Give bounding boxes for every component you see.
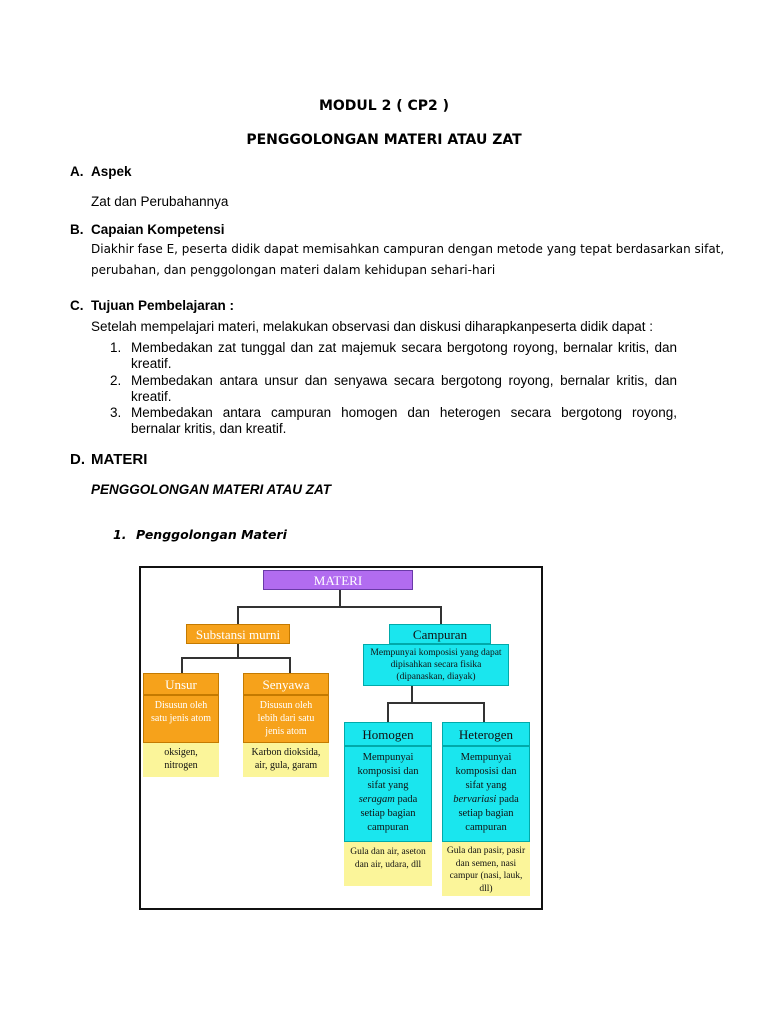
homogen-examples: Gula dan air, aseton dan air, udara, dll	[344, 842, 432, 886]
section-c-heading: Tujuan Pembelajaran :	[91, 298, 235, 313]
connector-line	[411, 686, 413, 702]
homogen-desc-start: Mempunyai komposisi dan sifat yang	[357, 752, 419, 791]
subsection-number: 1.	[113, 527, 127, 542]
senyawa-box: Senyawa	[243, 673, 329, 695]
connector-line	[181, 657, 291, 659]
connector-line	[237, 643, 239, 657]
objective-text: Membedakan antara unsur dan senyawa secara bergotong royong, bernalar kritis, dan kreatif.	[131, 373, 677, 404]
unsur-description: Disusun oleh satu jenis atom	[143, 695, 219, 743]
unsur-examples: oksigen, nitrogen	[143, 743, 219, 777]
heterogen-examples: Gula dan pasir, pasir dan semen, nasi campur (nasi, lauk, dll)	[442, 842, 530, 896]
section-b-label: B.	[70, 222, 84, 237]
section-d-subheading: PENGGOLONGAN MATERI ATAU ZAT	[91, 482, 331, 497]
connector-line	[387, 702, 389, 722]
connector-line	[387, 702, 485, 704]
section-d-label: D.	[70, 451, 85, 468]
section-b-line1: Diakhir fase E, peserta didik dapat memisahkan campuran dengan metode yang tepat berdasarkan sifat,	[91, 242, 725, 256]
materi-classification-diagram	[139, 566, 543, 910]
homogen-desc-end: pada setiap bagian campuran	[360, 794, 418, 833]
objective-text: Membedakan zat tunggal dan zat majemuk secara bergotong royong, bernalar kritis, dan kreatif.	[131, 340, 677, 371]
module-subtitle: PENGGOLONGAN MATERI ATAU ZAT	[246, 132, 522, 148]
objective-text: Membedakan antara campuran homogen dan heterogen secara bergotong royong, bernalar kritis, dan kreatif.	[131, 405, 677, 436]
objective-number: 2.	[110, 373, 122, 388]
subsection-title: Penggolongan Materi	[136, 527, 287, 542]
connector-line	[483, 702, 485, 722]
connector-line	[237, 606, 442, 608]
homogen-desc-emphasis: seragam	[358, 794, 395, 805]
objective-number: 3.	[110, 405, 122, 420]
materi-box: MATERI	[263, 570, 413, 590]
section-c-label: C.	[70, 298, 84, 313]
substansi-murni-box: Substansi murni	[186, 624, 290, 644]
unsur-box: Unsur	[143, 673, 219, 695]
heterogen-desc-end: pada setiap bagian campuran	[458, 794, 519, 833]
senyawa-examples: Karbon dioksida, air, gula, garam	[243, 743, 329, 777]
heterogen-desc-emphasis: bervariasi	[453, 794, 497, 805]
campuran-description: Mempunyai komposisi yang dapat dipisahkan secara fisika (dipanaskan, diayak)	[363, 644, 509, 686]
heterogen-desc-start: Mempunyai komposisi dan sifat yang	[455, 752, 517, 791]
module-title: MODUL 2 ( CP2 )	[318, 98, 450, 114]
connector-line	[339, 590, 341, 606]
section-b-heading: Capaian Kompetensi	[91, 222, 225, 237]
homogen-description	[344, 746, 432, 842]
connector-line	[181, 657, 183, 673]
section-b-line2: perubahan, dan penggolongan materi dalam kehidupan sehari-hari	[91, 263, 496, 277]
senyawa-description: Disusun oleh lebih dari satu jenis atom	[243, 695, 329, 743]
campuran-box: Campuran	[389, 624, 491, 644]
connector-line	[289, 657, 291, 673]
connector-line	[440, 606, 442, 624]
homogen-box: Homogen	[344, 722, 432, 746]
objective-number: 1.	[110, 340, 122, 355]
heterogen-box: Heterogen	[442, 722, 530, 746]
section-a-body: Zat dan Perubahannya	[91, 194, 229, 209]
connector-line	[237, 606, 239, 624]
section-a-heading: Aspek	[91, 164, 132, 179]
heterogen-description	[442, 746, 530, 842]
section-a-label: A.	[70, 164, 84, 179]
section-d-heading: MATERI	[91, 451, 148, 468]
section-c-intro: Setelah mempelajari materi, melakukan observasi dan diskusi diharapkanpeserta didik dapat :	[91, 319, 654, 334]
